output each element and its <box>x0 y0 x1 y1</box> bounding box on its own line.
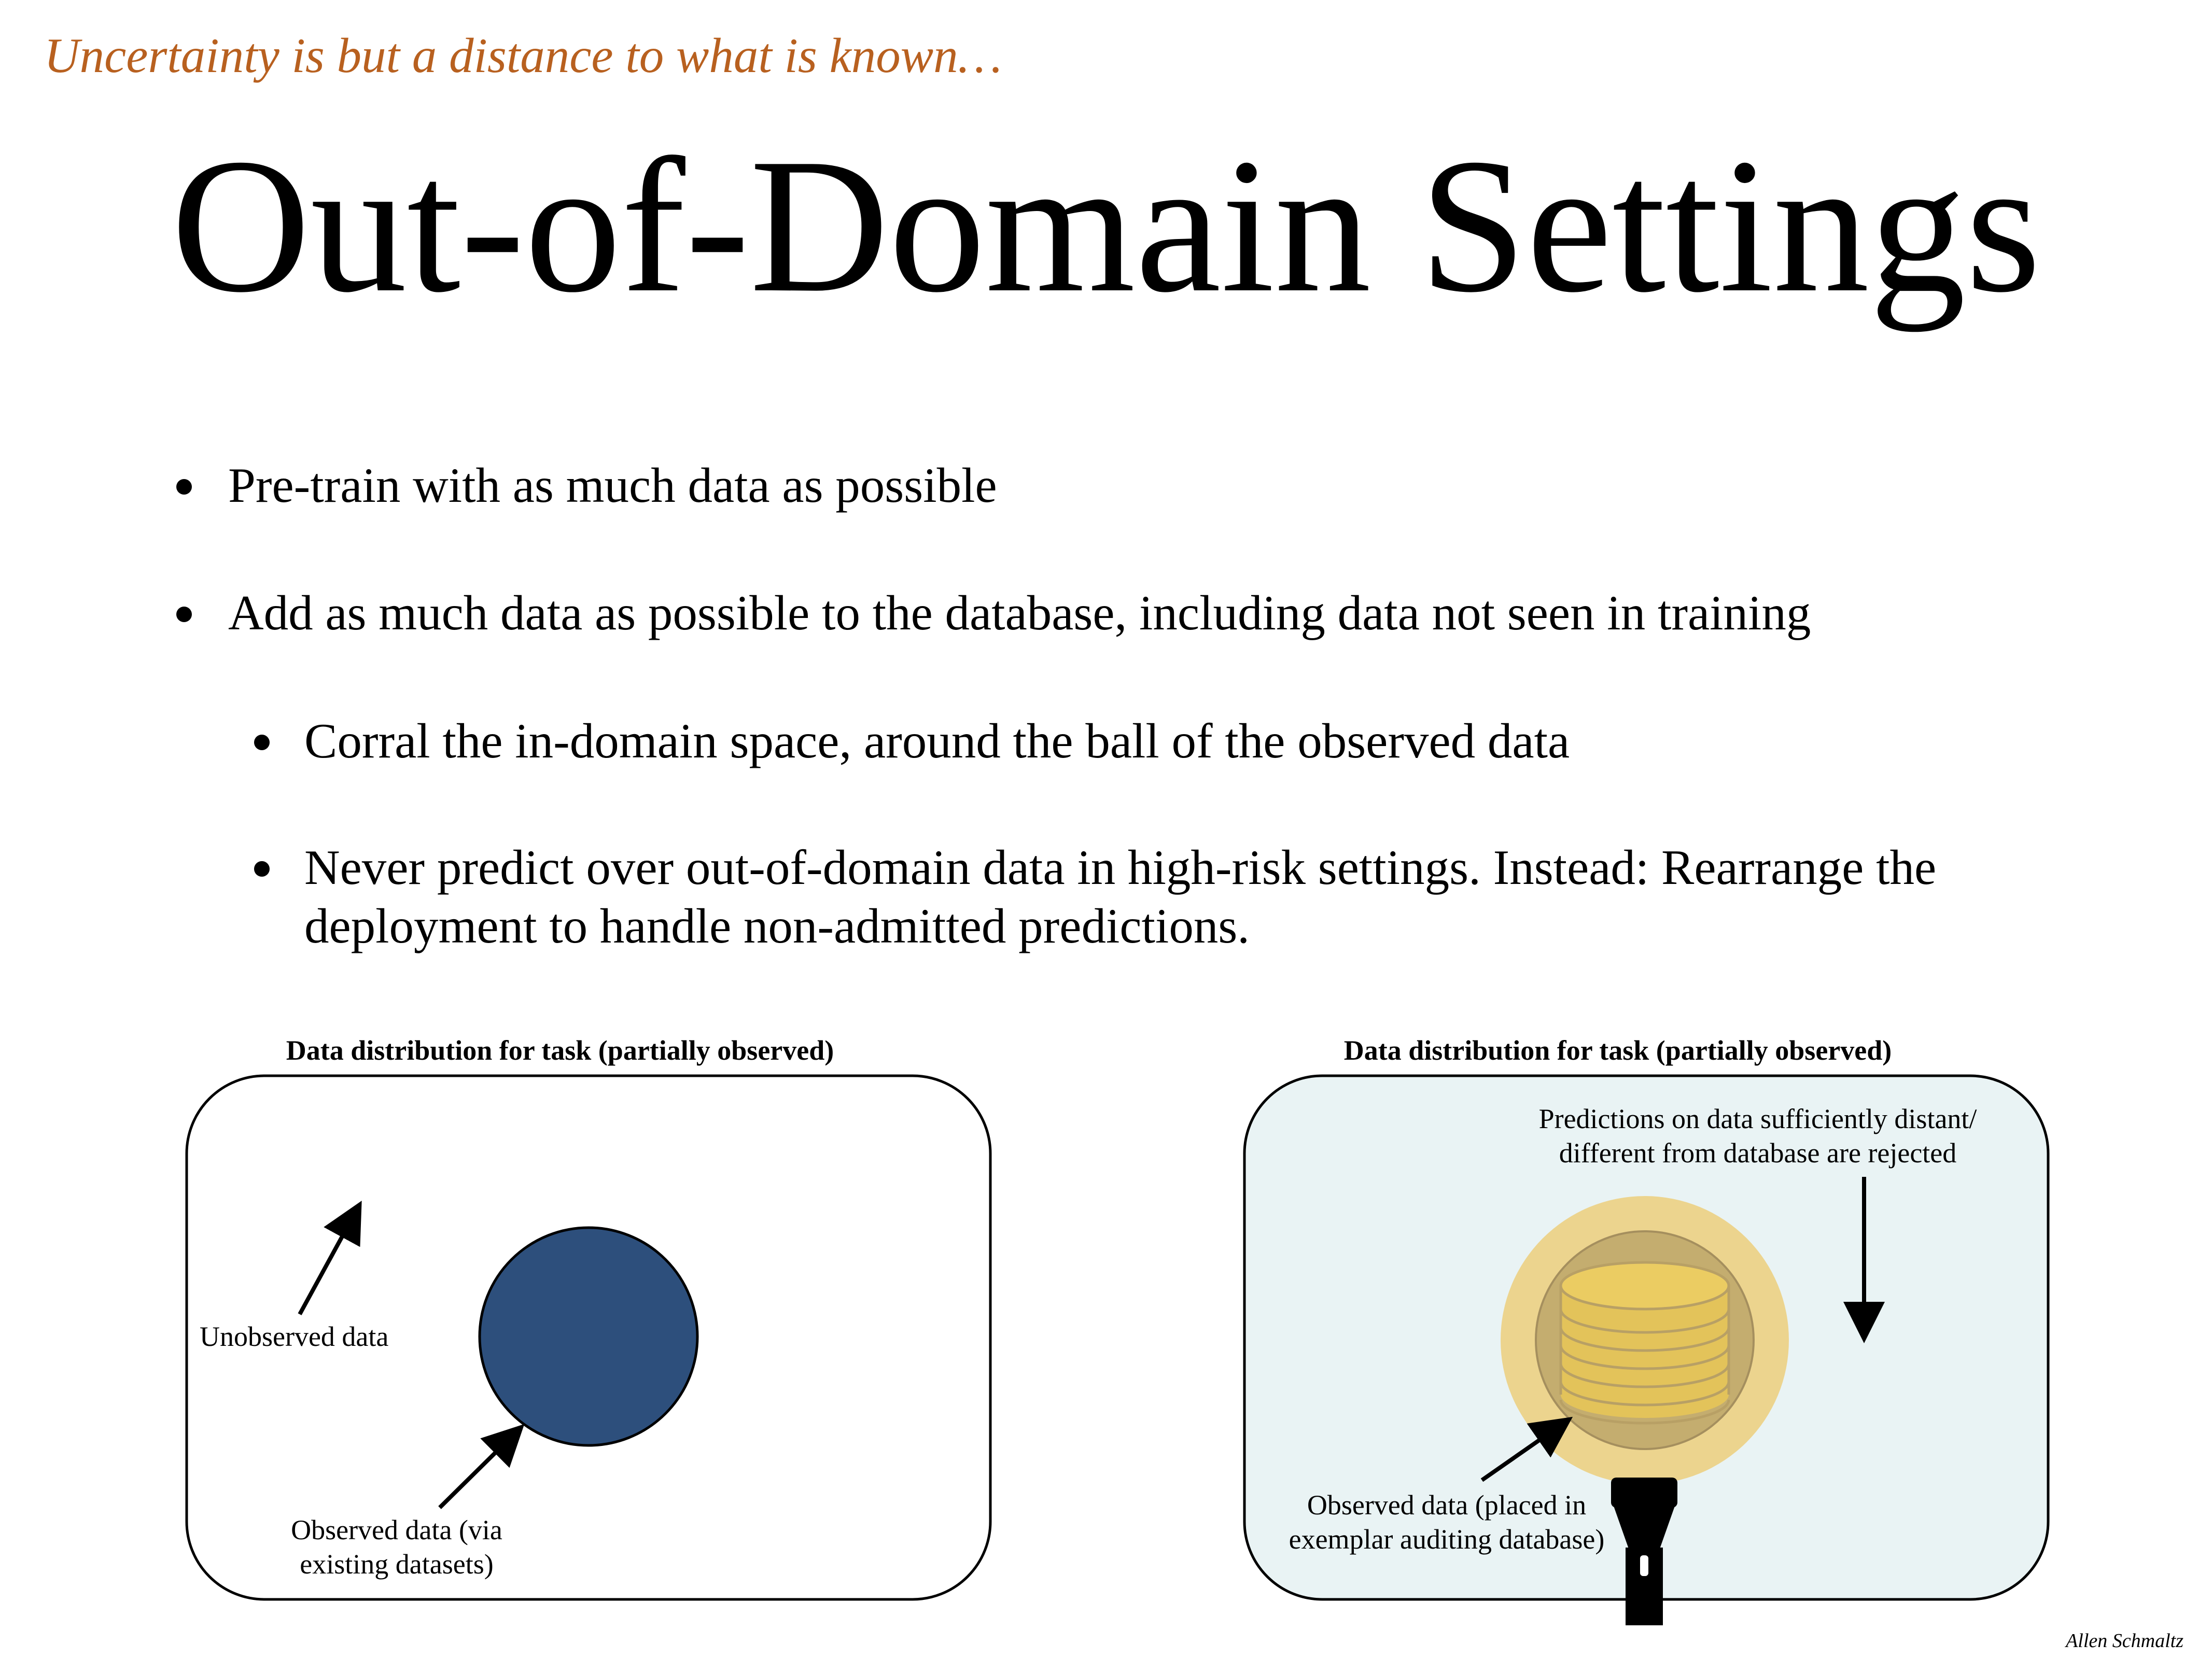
rejected-label-line1: Predictions on data sufficiently distant/ <box>1538 1103 1977 1134</box>
observed-data-label-left <box>270 1513 524 1581</box>
bullet-text: Pre-train with as much data as possible <box>228 458 997 513</box>
observed-data-ball <box>480 1228 697 1445</box>
unobserved-data-label: Unobserved data <box>200 1321 389 1352</box>
rejected-predictions-label <box>1493 1102 2022 1170</box>
observed-label-line2: exemplar auditing database) <box>1289 1524 1605 1555</box>
rejected-label-line2: different from database are rejected <box>1559 1137 1957 1169</box>
author-credit: Allen Schmaltz <box>2066 1630 2183 1652</box>
slide-title: Out-of-Domain Settings <box>171 119 2041 332</box>
observed-data-label-right <box>1265 1488 1628 1556</box>
left-panel-title: Data distribution for task (partially observed) <box>286 1035 834 1066</box>
bullet-text: Never predict over out-of-domain data in high-risk settings. Instead: Rearrange the deployment to handle non-admitted predictions. <box>304 840 1937 953</box>
observed-label-line2: existing datasets) <box>300 1549 494 1580</box>
tagline: Uncertainty is but a distance to what is known… <box>44 28 1002 83</box>
bullet-text: Corral the in-domain space, around the ball of the observed data <box>304 713 1570 768</box>
right-panel-title: Data distribution for task (partially observed) <box>1343 1035 1892 1066</box>
bullet-text: Add as much data as possible to the database, including data not seen in training <box>228 585 1811 640</box>
observed-label-line1: Observed data (via <box>291 1514 502 1545</box>
database-icon <box>1561 1262 1729 1423</box>
observed-label-line1: Observed data (placed in <box>1307 1489 1587 1521</box>
